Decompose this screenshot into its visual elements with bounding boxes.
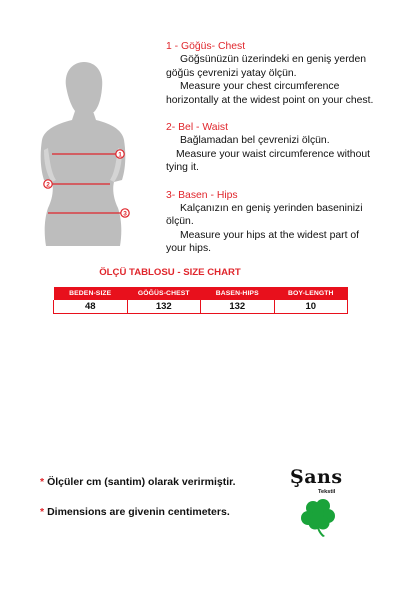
waist-line-en-2: tying it.	[166, 162, 199, 174]
hips-instructions	[166, 189, 396, 256]
body-silhouette	[28, 56, 146, 246]
cell-hips: 132	[201, 300, 275, 314]
marker-waist	[44, 180, 52, 189]
header-hips: BASEN-HIPS	[201, 287, 275, 300]
footnotes	[40, 476, 236, 518]
note-cm-en	[40, 506, 236, 518]
waist-instructions	[166, 121, 396, 175]
waist-line-en-1: Measure your waist circumference without	[176, 148, 371, 160]
clover-icon	[298, 496, 340, 538]
note-star: *	[40, 506, 45, 518]
header-length: BOY-LENGTH	[274, 287, 348, 300]
chest-instructions	[166, 40, 396, 107]
hips-line-en-1: Measure your hips at the widest part of	[180, 229, 360, 241]
body-silhouette-figure	[28, 56, 146, 246]
svg-text:1: 1	[118, 151, 122, 159]
brand-name: Şans	[290, 466, 343, 488]
header-chest: GÖĞÜS-CHEST	[127, 287, 201, 300]
marker-hips	[121, 209, 129, 218]
chest-line-tr-1: Göğsünüzün üzerindeki en geniş yerden	[180, 54, 367, 66]
note-text: Dimensions are givenin centimeters.	[47, 506, 230, 518]
cell-size: 48	[54, 300, 128, 314]
cell-chest: 132	[127, 300, 201, 314]
cell-length: 10	[274, 300, 348, 314]
measurement-instructions	[166, 40, 396, 270]
note-star: *	[40, 476, 45, 488]
table-row	[54, 300, 348, 314]
header-size: BEDEN-SIZE	[54, 287, 128, 300]
brand-subtitle: Tekstil	[318, 489, 336, 495]
note-cm-tr	[40, 476, 236, 488]
waist-heading: 2- Bel - Waist	[166, 122, 228, 134]
svg-text:2: 2	[46, 181, 50, 189]
hips-line-tr-2: ölçün.	[166, 216, 194, 228]
size-chart-header-row	[54, 287, 348, 300]
hips-heading: 3- Basen - Hips	[166, 189, 238, 201]
chest-line-tr-2: göğüs çevrenizi yatay ölçün.	[166, 67, 297, 79]
svg-text:3: 3	[123, 210, 127, 218]
note-text: Ölçüler cm (santim) olarak verirmiştir.	[47, 476, 236, 488]
waist-line-tr-1: Bağlamadan bel çevrenizi ölçün.	[180, 135, 330, 147]
chest-line-en-2: horizontally at the widest point on your chest.	[166, 94, 374, 106]
size-chart-table	[53, 287, 348, 314]
chest-heading: 1 - Göğüs- Chest	[166, 41, 246, 52]
hips-line-tr-1: Kalçanızın en geniş yerinden baseninizi	[180, 203, 363, 215]
size-chart-title: ÖLÇÜ TABLOSU - SIZE CHART	[99, 267, 241, 278]
brand-logo	[290, 466, 360, 546]
chest-line-en-1: Measure your chest circumference	[180, 81, 340, 93]
hips-line-en-2: your hips.	[166, 243, 212, 255]
marker-chest	[116, 150, 124, 159]
